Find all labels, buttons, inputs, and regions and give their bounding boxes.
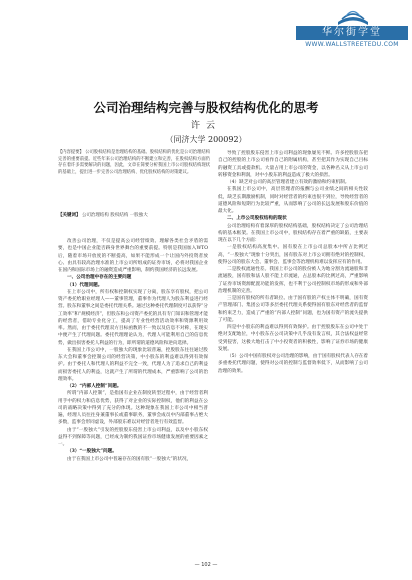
body-paragraph: 改善公司治理，不仅是提高公司经营绩效、理解各类社会矛盾的需要，也是中国企业能否跻身世界舞台的重要前提。特别是我国加入WTO后，随着市场开放度的不断提高，如果不能形成一个让国内外投资者放心、由具有较高治理水准的上市公司所组成的证券市场，必将对我国企业在国内和国际市场上的融资造成严重影响，制约我国经济的长远发展。	[58, 239, 208, 273]
keywords-label: 【关键词】	[58, 213, 81, 218]
article-title: 公司治理结构完善与股权结构优化的思考	[93, 100, 319, 115]
abstract: 【内容提要】 公司股权结构是治理结构的基础。股权结构的优化是公司治理结构完善的重要前提。近些年来公司治理结构的不断建立和完善，在股权结构方面仍存在着许多需要解决的问题，因此，文章在简要分析我国上市公司股权结构现状的基础上，提出进一步完善公司治理结构、优化股权结构的对策建议。	[58, 150, 210, 175]
left-column	[58, 238, 208, 558]
body-paragraph: 四是中小股东的利益难以得到有效保护。由于控股股东在公司中处于绝对支配地位，中小股东在公司决策中几乎没有发言权，其合法权益经常受到侵害，这极大地打击了中小投资者的积极性，影响了证券市场的健康发展。	[218, 325, 368, 352]
page-number: — 102 —	[194, 562, 218, 568]
keywords-text: 公司治理结构 股权结构 一股独大	[81, 213, 148, 218]
right-column	[218, 150, 368, 558]
keywords	[58, 212, 208, 218]
section-heading: 二、上市公司股权结构的现状	[227, 216, 287, 222]
body-paragraph: 由于“一股独大”引发的控股股东侵害上市公司利益，以及中小股东权益得不到保障等问题，已经成为制约我国证券市场健康发展的重要因素之一。	[58, 427, 208, 447]
body-paragraph: 二是股权流通性差。我国上市公司的股份被人为地分割为流通股和非流通股，国有股和法人股不能上市流通，占总股本的比例过高，严重影响了证券市场资源配置功能的发挥，也不利于公司控制权市场的形成和外部治理机制的完善。	[218, 267, 368, 294]
section-heading: （2）“内部人控制”问题。	[67, 384, 122, 389]
body-paragraph: 三是国有股权的所有者缺位。由于国有股的产权主体不明确，国有资产管理部门、集团公司等多层委托代理关系使得国有股东对经营者的监督和约束乏力，造成了严重的“内部人控制”问题，也为国有资产的流失提供了可能。	[218, 296, 368, 323]
article-author: 许云	[190, 121, 221, 131]
section-heading: 一、公司治理中存在的主要问题	[67, 275, 132, 281]
body-paragraph: （5）公司中国有股权对公司治理的影响，由于国有股权代表人存在着多重委托代理问题，使得对公司的控制与监督效率低下，从而影响了公司治理的效果。	[218, 354, 368, 374]
section-heading: （3）“一股独大”问题。	[67, 449, 117, 455]
body-paragraph: 由于在我国上市公司中普遍存在的国有股“一股独大”的状况，	[67, 456, 192, 462]
watermark-name: 华尔街学堂	[296, 26, 408, 40]
body-paragraph: 导致了控股股东侵害上市公司利益的现象屡见不鲜。许多控股股东把自己的控股的上市公司看作自己的附属机构，甚至把其作为实现自己目标的融资工具或提款机。大量占用上市公司的资金，以各种名义从上市公司转移资金和利润，对中小股东的利益造成了极大的损害。	[218, 151, 368, 178]
section-heading: （1）代理问题。	[67, 282, 103, 288]
body-paragraph: 在我国上市公司中，高层管理者的报酬与公司业绩之间的相关性较低，缺乏长期激励机制，同时对经营者的约束也很不到位，导致经营者的道德风险和短期行为比较严重，从而影响了公司的长远发展和股东价值的最大化。	[218, 187, 368, 214]
book-logo-icon	[336, 6, 370, 28]
body-paragraph: 一是股权结构高度集中。国有股在上市公司总股本中所占比例过高，“一股独大”现象十分突出，国有股东对上市公司拥有绝对的控制权，使得公司的股东大会、董事会、监事会等治理机构难以发挥应有的作用。	[218, 245, 368, 265]
body-paragraph: 在上市公司中，所有权和控制权实现了分离，股东享有股权，把公司资产委托给职业经理人——董事管理，董事作为代理人为股东利益进行经营。股东和董事之间是委托代理关系。通过这种委托代理制度可以获得“分工效率”和“规模经济”，但股东和公司资产委托的具有专门知识和管理才能的经营者，借助专业化分工，提高了专业性经营活动效率和资源利用效率。然而，由于委托代理双方目标函数的不一致以及信息不对称，在现实中便产生了代理问题。委托代理理论认为，代理人可能利用自己的信息优势，做出损害委托人利益的行为，即所谓的道德风险和逆向选择。	[58, 289, 208, 346]
body-paragraph: 在我国上市公司中，一股独大的现象比较普遍，控股股东往往通过股东大会和董事会控制公司的经营决策，中小股东的利益难以得到有效保护。由于委托人和代理人的利益不完全一致，代理人为了追求自己的利益而损害委托人的利益，这就产生了所谓的代理成本，严重影响了公司的治理效率。	[58, 347, 208, 382]
body-paragraph: 所谓“内部人控制”，是指国有企业在制度转型过程中，由于经营者利用手中的权力和信息优势，获得了对企业的实际控制权，他们的利益在公司的战略决策中得到了充分的体现。这种现象在我国上市公司中相当普遍，经理人员往往身兼董事长或董事职务，董事会成员中内部董事占绝大多数，监事会形同虚设，外部股东难以对经营者进行有效监督。	[58, 391, 208, 426]
body-paragraph: 公司治理结构有着深厚的股权结构基础，股权结构决定了公司治理结构的基本框架。在我国上市公司中，股权结构存在着严重的缺陷，主要表现在以下几个方面：	[218, 223, 368, 243]
author-affiliation: （同济大学 200092）	[165, 135, 247, 144]
body-paragraph: （4）缺乏对公司的高层管理者建立有效的激励和约束机制。	[227, 180, 350, 185]
watermark-url: WWW.WALLSTREETEDU.COM	[305, 41, 399, 48]
watermark-logo	[296, 6, 408, 54]
